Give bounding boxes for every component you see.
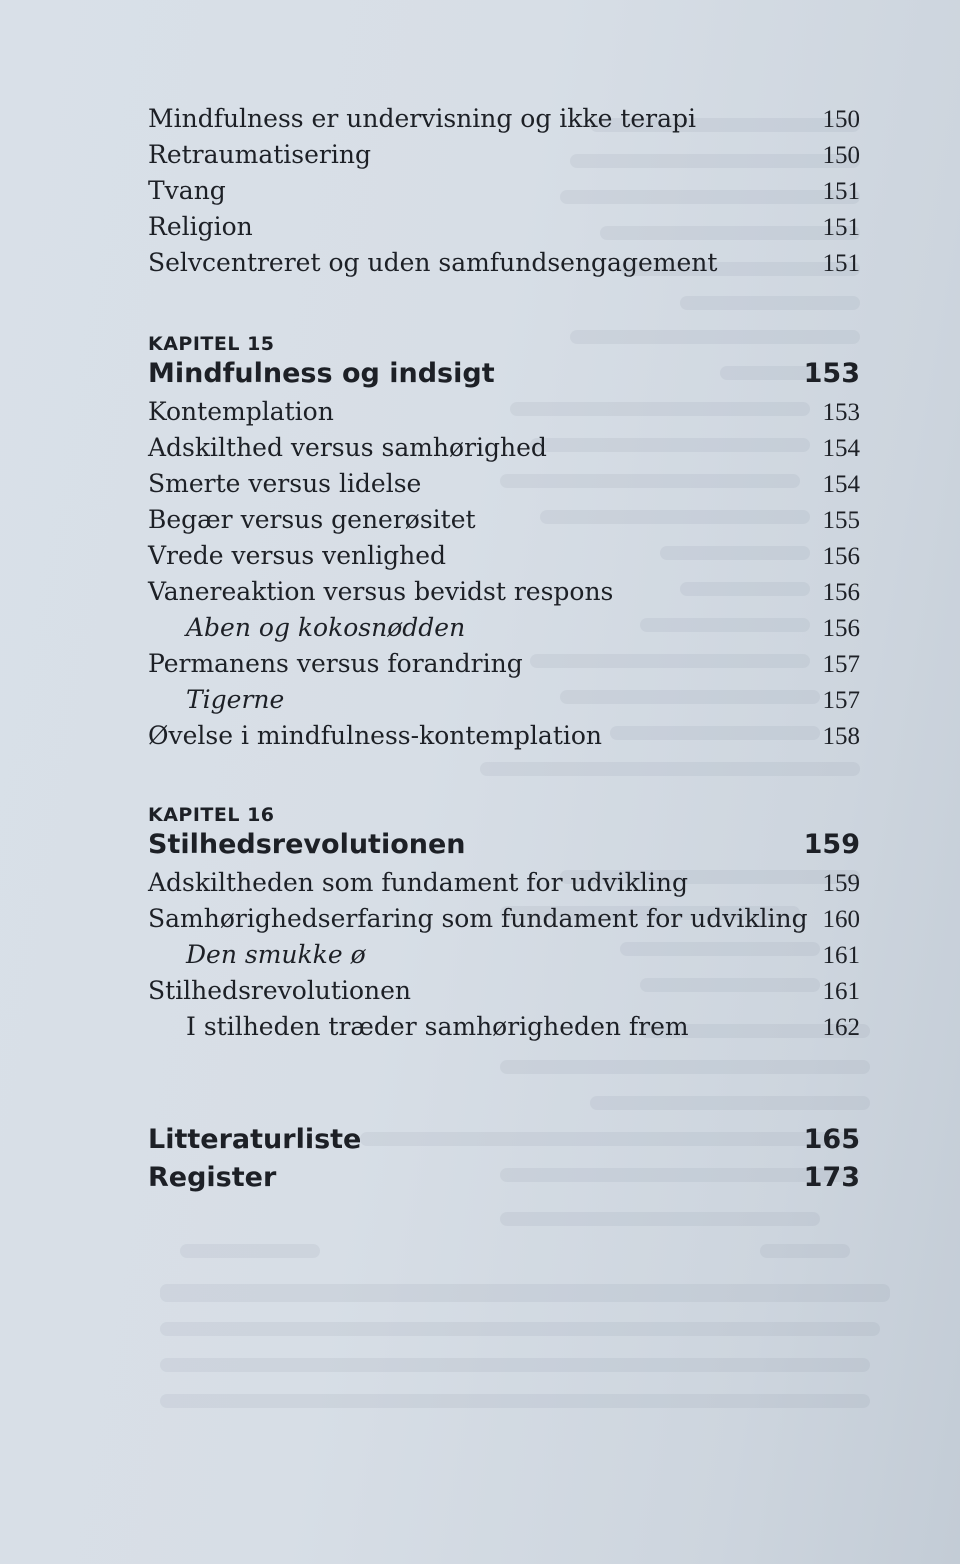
- toc-entry: [148, 397, 860, 428]
- toc-entry-title: Adskilthed versus samhørighed: [148, 433, 547, 462]
- toc-entry: [148, 104, 860, 135]
- toc-entry-title: Retraumatisering: [148, 140, 371, 169]
- toc-entry: [148, 721, 860, 752]
- toc-entry-title: Øvelse i mindfulness-kontemplation: [148, 721, 603, 750]
- toc-entry-title: Stilhedsrevolutionen: [148, 976, 412, 1005]
- back-matter-title: Register: [148, 1162, 277, 1193]
- toc-entry-title: Permanens versus forandring: [148, 649, 523, 678]
- toc-entry: [148, 541, 860, 572]
- chapter-16-heading: [148, 829, 860, 861]
- toc-entry-page: 153: [822, 399, 860, 426]
- toc-entry-page: 154: [822, 435, 860, 462]
- chapter-15-heading: [148, 358, 860, 390]
- toc-entry: [148, 868, 860, 899]
- toc-entry-page: 157: [822, 687, 860, 714]
- toc-entry-page: 161: [822, 942, 860, 969]
- toc-entry-title: Vanereaktion versus bevidst respons: [148, 577, 614, 606]
- toc-entry-title: Mindfulness er undervisning og ikke terapi: [148, 104, 697, 133]
- toc-entry-title: Tigerne: [186, 685, 285, 714]
- toc-subentry: [148, 1012, 860, 1043]
- toc-entry-page: 155: [822, 507, 860, 534]
- toc-entry-page: 162: [822, 1014, 860, 1041]
- toc-entry-title: Begær versus generøsitet: [148, 505, 476, 534]
- toc-entry: [148, 469, 860, 500]
- toc-entry: [148, 505, 860, 536]
- toc-subentry: [148, 685, 860, 716]
- toc-entry-title: Selvcentreret og uden samfundsengagement: [148, 248, 718, 277]
- chapter-16-title: Stilhedsrevolutionen: [148, 829, 466, 860]
- toc-entry: [148, 433, 860, 464]
- toc-entry-title: Adskiltheden som fundament for udvikling: [148, 868, 688, 897]
- toc-entry-page: 157: [822, 651, 860, 678]
- toc-entry-page: 150: [822, 106, 860, 133]
- toc-entry-title: Religion: [148, 212, 253, 241]
- toc-entry-title: Smerte versus lidelse: [148, 469, 422, 498]
- toc-entry-page: 158: [822, 723, 860, 750]
- toc-entry-page: 156: [822, 543, 860, 570]
- toc-entry-page: 150: [822, 142, 860, 169]
- chapter-15-label: KAPITEL 15: [148, 333, 275, 355]
- toc-entry-page: 156: [822, 615, 860, 642]
- toc-entry: [148, 577, 860, 608]
- toc-entry: [148, 649, 860, 680]
- toc-subentry: [148, 940, 860, 971]
- toc-entry: [148, 212, 860, 243]
- toc-entry-page: 159: [822, 870, 860, 897]
- back-matter-page: 165: [803, 1124, 860, 1155]
- toc-entry: [148, 248, 860, 279]
- toc-entry-page: 151: [822, 214, 860, 241]
- toc-entry-title: Den smukke ø: [186, 940, 366, 969]
- chapter-15-title: Mindfulness og indsigt: [148, 358, 495, 389]
- toc-entry-page: 161: [822, 978, 860, 1005]
- back-matter-page: 173: [803, 1162, 860, 1193]
- toc-entry-page: 156: [822, 579, 860, 606]
- toc-entry: [148, 140, 860, 171]
- toc-entry: [148, 176, 860, 207]
- back-matter-literature: [148, 1124, 860, 1156]
- chapter-16-label: KAPITEL 16: [148, 804, 275, 826]
- toc-entry: [148, 904, 860, 935]
- back-matter-register: [148, 1162, 860, 1194]
- chapter-15-page: 153: [803, 358, 860, 389]
- toc-entry-page: 160: [822, 906, 860, 933]
- toc-entry-page: 154: [822, 471, 860, 498]
- toc-entry: [148, 976, 860, 1007]
- toc-entry-title: Aben og kokosnødden: [186, 613, 466, 642]
- toc-entry-title: Tvang: [148, 176, 226, 205]
- toc-entry-page: 151: [822, 250, 860, 277]
- toc-entry-title: Kontemplation: [148, 397, 334, 426]
- back-matter-title: Litteraturliste: [148, 1124, 362, 1155]
- chapter-16-page: 159: [803, 829, 860, 860]
- toc-subentry: [148, 613, 860, 644]
- toc-entry-title: Vrede versus venlighed: [148, 541, 447, 570]
- toc-entry-title: Samhørighedserfaring som fundament for udvikling: [148, 904, 808, 933]
- toc-entry-page: 151: [822, 178, 860, 205]
- toc-entry-title: I stilheden træder samhørigheden frem: [186, 1012, 689, 1041]
